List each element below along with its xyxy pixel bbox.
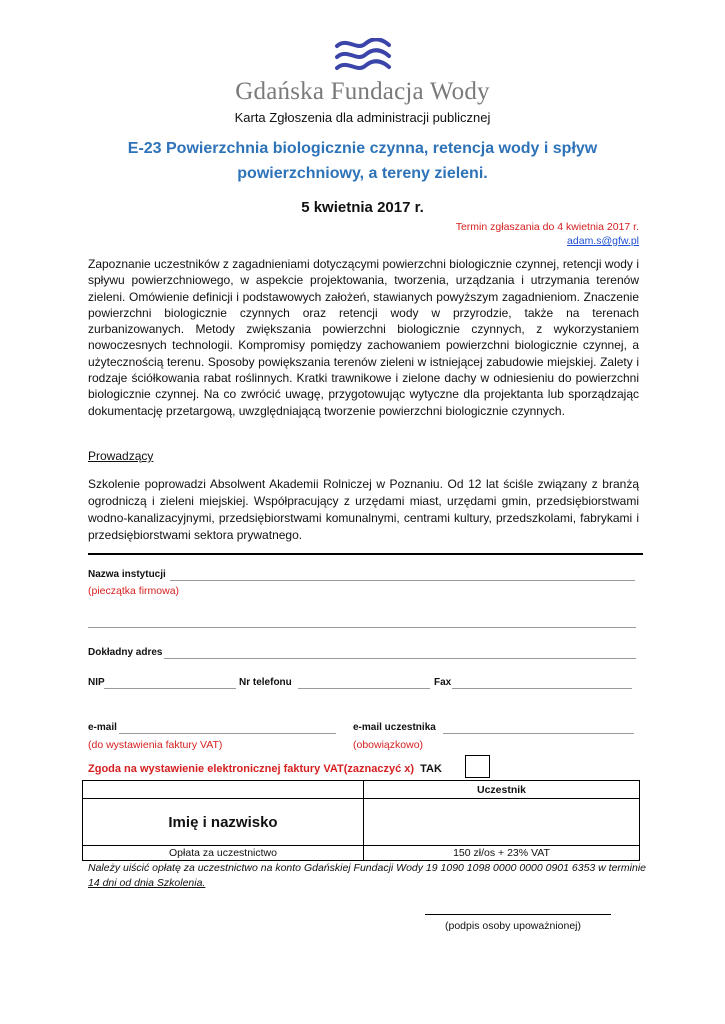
organization-name: Gdańska Fundacja Wody [235, 78, 490, 105]
phone-label: Nr telefonu [239, 677, 292, 688]
participant-email-label: e-mail uczestnika [353, 722, 436, 733]
vat-consent-checkbox[interactable] [465, 755, 490, 778]
title-line-1: E-23 Powierzchnia biologicznie czynna, retencja wody i spływ [127, 140, 598, 157]
institution-field[interactable] [170, 580, 635, 581]
registration-deadline: Termin zgłaszania do 4 kwietnia 2017 r. [455, 221, 639, 233]
vat-consent [88, 763, 442, 775]
leader-description: Szkolenie poprowadzi Absolwent Akademii Rolniczej w Poznaniu. Od 12 lat ściśle związany z branżą ogrodniczą i zieleni miejskiej. Współpracujący z urzędami miast, urzędami gmin, przedsiębiorstwami wodno-kanalizacyjnymi, przedsiębiorstwami komunalnymi, centrami kultury, przedszkolami, fabrykami i przedsiębiorstwami sektora prywatnego. [88, 477, 639, 542]
institution-field-line-2[interactable] [88, 627, 636, 628]
fax-label: Fax [434, 677, 452, 688]
participant-table [82, 780, 640, 861]
institution-label: Nazwa instytucji [88, 569, 166, 580]
email-hint: (do wystawienia faktury VAT) [88, 739, 223, 751]
participant-email-field[interactable] [443, 733, 634, 734]
leader-heading: Prowadzący [88, 449, 154, 463]
signature-field[interactable] [425, 914, 611, 915]
training-title [60, 136, 665, 186]
vat-consent-text: Zgoda na wystawienie elektronicznej faktury VAT(zaznaczyć x) [88, 763, 415, 775]
payment-note [88, 861, 648, 891]
participant-name-input[interactable] [364, 799, 640, 846]
participant-column-header: Uczestnik [364, 781, 640, 799]
payment-note-text: Należy uiścić opłatę za uczestnictwo na konto Gdańskiej Fundacji Wody 19 1090 1098 0000 0000 0901 6353 w terminie [88, 862, 647, 874]
section-divider [88, 553, 643, 555]
stamp-hint: (pieczątka firmowa) [88, 585, 180, 597]
name-label-cell: Imię i nazwisko [83, 799, 364, 846]
title-line-2: powierzchniowy, a tereny zieleni. [237, 165, 488, 182]
fax-field[interactable] [452, 688, 632, 689]
email-label: e-mail [88, 722, 117, 733]
foundation-logo [0, 38, 725, 78]
fee-label-cell: Opłata za uczestnictwo [83, 846, 364, 861]
form-subtitle: Karta Zgłoszenia dla administracji publicznej [234, 110, 491, 125]
participant-email-hint: (obowiązkowo) [353, 739, 424, 751]
header-empty-cell [83, 781, 364, 799]
payment-deadline: 14 dni od dnia Szkolenia. [88, 877, 206, 889]
email-field[interactable] [119, 733, 336, 734]
vat-consent-yes: TAK [420, 763, 442, 775]
address-field[interactable] [164, 658, 636, 659]
address-label: Dokładny adres [88, 647, 163, 658]
nip-field[interactable] [104, 688, 236, 689]
fee-value-cell: 150 zł/os + 23% VAT [364, 846, 640, 861]
training-date: 5 kwietnia 2017 r. [301, 199, 424, 216]
nip-label: NIP [88, 677, 105, 688]
signature-label: (podpis osoby upoważnionej) [445, 920, 582, 932]
wave-logo-icon [333, 38, 393, 78]
training-description: Zapoznanie uczestników z zagadnieniami dotyczącymi powierzchni biologicznie czynnej, retencji wody i spływu powierzchniowego, w aspekcie projektowania, tworzenia, urządzania i utrzymania terenów zieleni. Omówienie definicji i podstawowych założeń, stawianych powyższym zagadnieniom. Znaczenie powierzchni biologicznie czynnych oraz retencji wody w przyrodzie, także na terenach zurbanizowanych. Metody zwiększania powierzchni biologicznie czynnych, z wykorzystaniem nowoczesnych technologii. Kompromisy pomiędzy zachowaniem powierzchni biologicznie czynnej, a użytecznością terenu. Sposoby powiększania terenów zieleni w istniejącej zabudowie miejskiej. Zalety i rodzaje ściółkowania rabat roślinnych. Kratki trawnikowe i zielone dachy w odniesieniu do powierzchni biologicznie czynnej. Na co zwrócić uwagę, przygotowując wytyczne dla projektanta lub sporządzając dokumentację przetargową, uwzględniającą tworzenie powierzchni biologicznie czynnych. [88, 257, 639, 418]
phone-field[interactable] [298, 688, 430, 689]
contact-email-link[interactable]: adam.s@gfw.pl [567, 235, 639, 247]
